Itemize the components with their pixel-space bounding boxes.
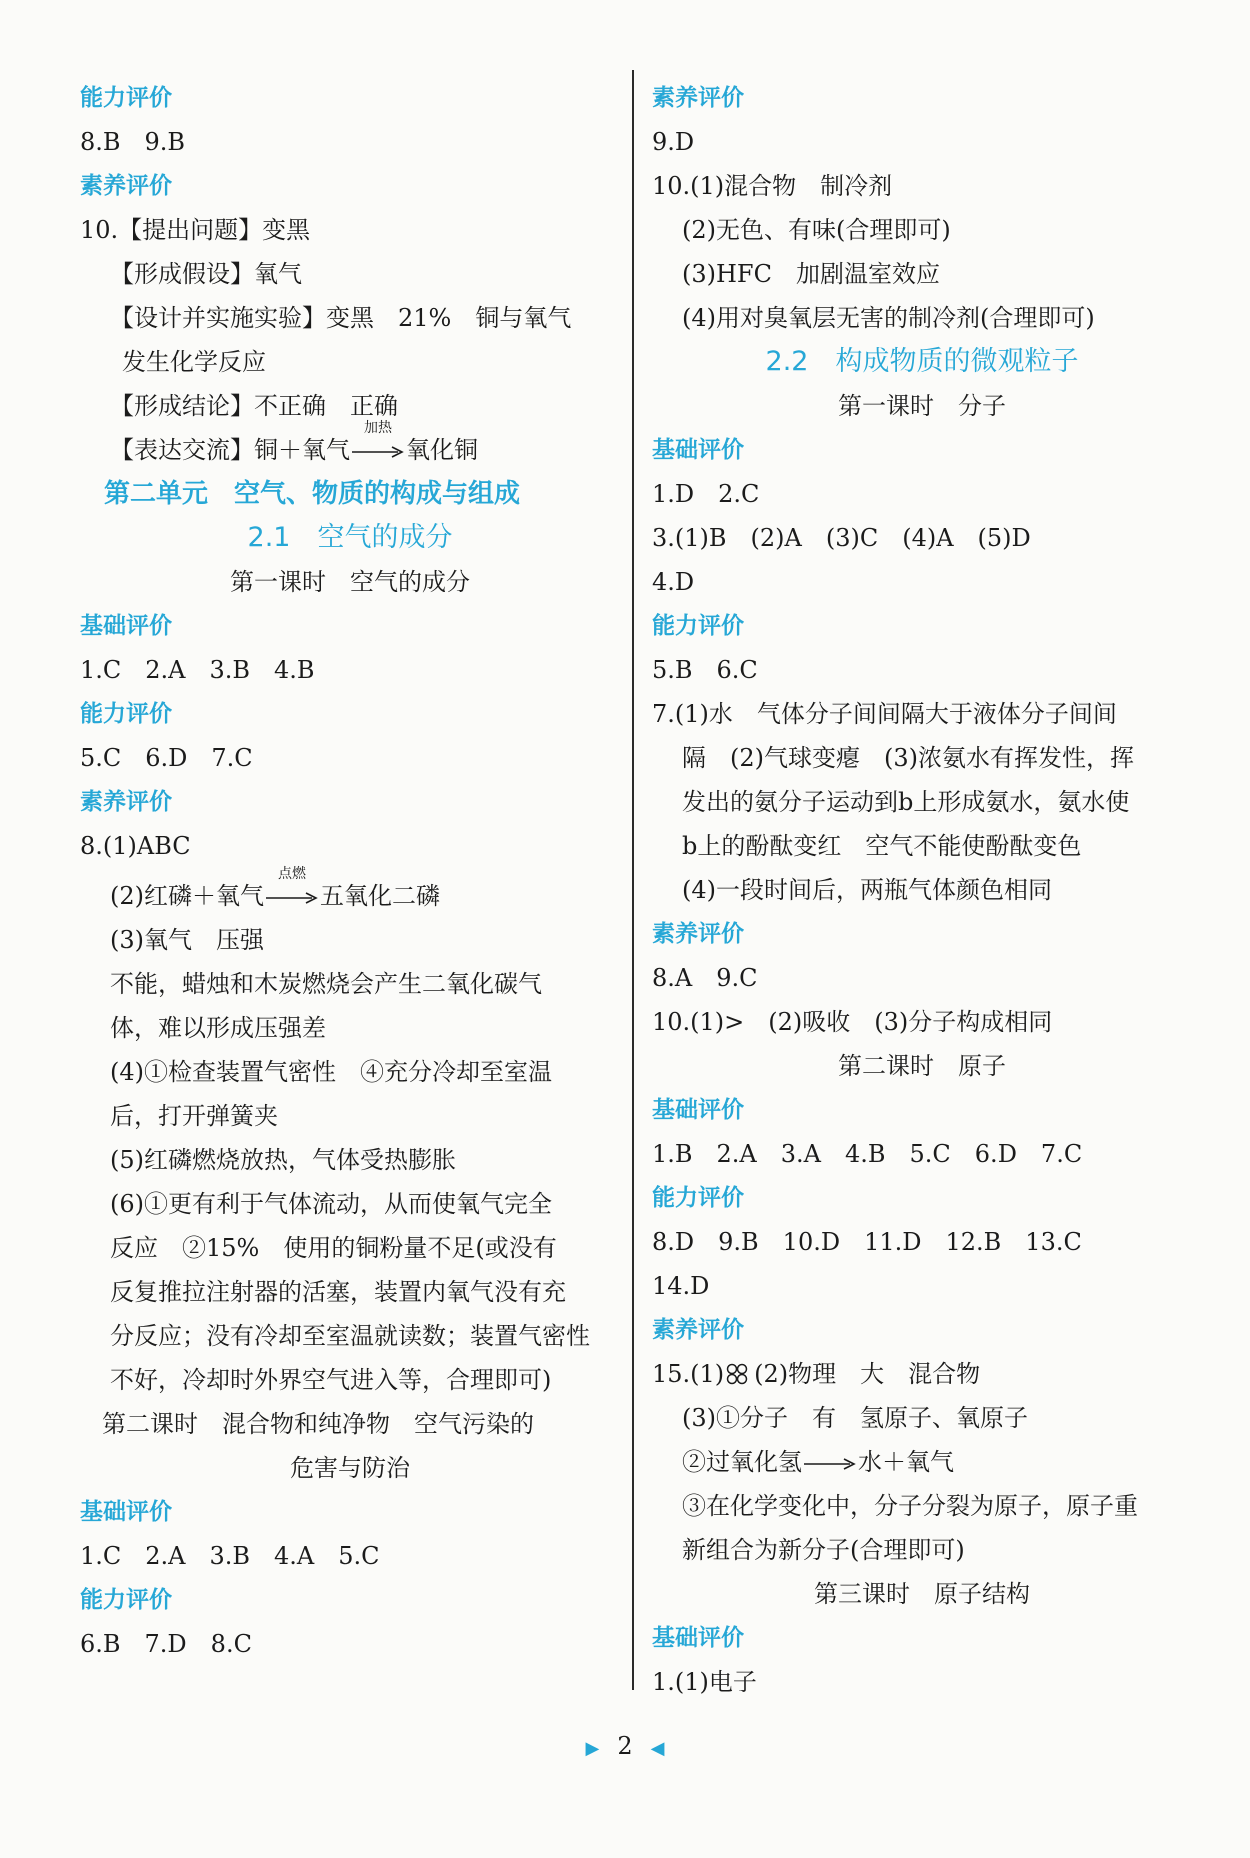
section-heading: 素养评价 <box>652 921 744 947</box>
section-heading: 能力评价 <box>80 701 172 727</box>
answer-line: b上的酚酞变红 空气不能使酚酞变色 <box>682 832 1082 860</box>
section-heading: 素养评价 <box>652 1317 744 1343</box>
answer-line: 5.B 6.C <box>652 656 758 684</box>
section-heading: 能力评价 <box>80 1587 172 1613</box>
reaction-condition: 加热 <box>364 419 392 436</box>
answer-line: 10.【提出问题】变黑 <box>80 216 311 244</box>
lesson-title: 第二课时 混合物和纯净物 空气污染的 <box>102 1410 534 1438</box>
answer-line: 9.D <box>652 128 695 156</box>
column-divider <box>632 70 634 1690</box>
section-heading: 能力评价 <box>652 1185 744 1211</box>
answer-line: 不好，冷却时外界空气进入等，合理即可) <box>110 1366 552 1394</box>
lesson-title: 第一课时 空气的成分 <box>230 568 470 596</box>
equation-product: 氧化铜 <box>406 436 478 464</box>
word-equation <box>80 419 620 472</box>
chapter-title: 2.2 构成物质的微观粒子 <box>765 346 1079 377</box>
equation-product: 五氧化二磷 <box>320 882 440 910</box>
section-heading: 能力评价 <box>80 85 172 111</box>
answer-line: (5)红磷燃烧放热，气体受热膨胀 <box>110 1146 456 1174</box>
answer-line: 8.(1)ABC <box>80 832 191 860</box>
equation-reactants: 【表达交流】铜＋氧气 <box>110 436 350 464</box>
section-heading: 基础评价 <box>652 1625 744 1651</box>
answer-line: 发出的氨分子运动到b上形成氨水，氨水使 <box>682 788 1130 816</box>
answer-line: 不能，蜡烛和木炭燃烧会产生二氧化碳气 <box>110 970 542 998</box>
section-heading: 基础评价 <box>80 613 172 639</box>
answer-line: (4)用对臭氧层无害的制冷剂(合理即可) <box>682 304 1095 332</box>
section-heading: 基础评价 <box>80 1499 172 1525</box>
answer-line: 【形成假设】氧气 <box>110 260 302 288</box>
answer-line: 5.C 6.D 7.C <box>80 744 253 772</box>
lesson-title-cont: 危害与防治 <box>290 1454 410 1482</box>
section-heading: 素养评价 <box>80 789 172 815</box>
chapter-title: 2.1 空气的成分 <box>247 522 453 553</box>
right-column <box>652 76 1192 1704</box>
triangle-left-icon: ◀ <box>650 1738 665 1759</box>
reaction-arrow <box>804 1454 856 1474</box>
answer-line: 1.(1)电子 <box>652 1668 757 1696</box>
section-heading: 能力评价 <box>652 613 744 639</box>
answer-line: 7.(1)水 气体分子间间隔大于液体分子间间 <box>652 700 1117 728</box>
answer-line: (4)一段时间后，两瓶气体颜色相同 <box>682 876 1052 904</box>
answer-line: (3)①分子 有 氢原子、氧原子 <box>682 1404 1028 1432</box>
answer-line: 【形成结论】不正确 正确 <box>110 392 398 420</box>
equation-product: 水＋氧气 <box>858 1448 954 1476</box>
answer-line: 8.A 9.C <box>652 964 758 992</box>
answer-line: 新组合为新分子(合理即可) <box>682 1536 965 1564</box>
answer-line: 1.C 2.A 3.B 4.B <box>80 656 315 684</box>
answer-line: 1.C 2.A 3.B 4.A 5.C <box>80 1542 380 1570</box>
equation-reactants: (2)红磷＋氧气 <box>110 882 264 910</box>
question-number: 15.(1) <box>652 1360 725 1388</box>
lesson-title: 第二课时 原子 <box>838 1052 1006 1080</box>
answer-line: 发生化学反应 <box>122 348 266 376</box>
unit-title: 第二单元 空气、物质的构成与组成 <box>104 479 521 509</box>
answer-line: 反应 ②15% 使用的铜粉量不足(或没有 <box>110 1234 557 1262</box>
reaction-arrow <box>352 419 404 462</box>
answer-line: 6.B 7.D 8.C <box>80 1630 252 1658</box>
answer-line: 1.B 2.A 3.A 4.B 5.C 6.D 7.C <box>652 1140 1083 1168</box>
answer-line: (3)氧气 压强 <box>110 926 264 954</box>
lesson-title: 第一课时 分子 <box>838 392 1006 420</box>
answer-text: (2)物理 大 混合物 <box>754 1360 981 1388</box>
section-heading: 基础评价 <box>652 437 744 463</box>
answer-line: 反复推拉注射器的活塞，装置内氧气没有充 <box>110 1278 566 1306</box>
triangle-right-icon: ▶ <box>585 1738 600 1759</box>
answer-line: 体，难以形成压强差 <box>110 1014 326 1042</box>
equation-reactants: ②过氧化氢 <box>682 1448 802 1476</box>
section-heading: 基础评价 <box>652 1097 744 1123</box>
word-equation <box>652 1440 1192 1484</box>
page-number-text: 2 <box>617 1732 633 1760</box>
answer-line: 10.(1)> (2)吸收 (3)分子构成相同 <box>652 1008 1053 1036</box>
answer-line: ③在化学变化中，分子分裂为原子，原子重 <box>682 1492 1138 1520</box>
answer-line: (4)①检查装置气密性 ④充分冷却至室温 <box>110 1058 552 1086</box>
lesson-title: 第三课时 原子结构 <box>814 1580 1030 1608</box>
reaction-arrow <box>266 865 318 908</box>
answer-line: (2)无色、有味(合理即可) <box>682 216 951 244</box>
answer-line: 后，打开弹簧夹 <box>110 1102 278 1130</box>
answer-line: (6)①更有利于气体流动，从而使氧气完全 <box>110 1190 552 1218</box>
answer-line: 10.(1)混合物 制冷剂 <box>652 172 893 200</box>
page-number <box>0 1732 1250 1760</box>
answer-line: 隔 (2)气球变瘪 (3)浓氨水有挥发性，挥 <box>682 744 1134 772</box>
answer-line <box>652 1352 1192 1396</box>
answer-line: 1.D 2.C <box>652 480 760 508</box>
section-heading: 素养评价 <box>652 85 744 111</box>
answer-line: 【设计并实施实验】变黑 21% 铜与氧气 <box>110 304 572 332</box>
left-column <box>80 76 620 1666</box>
answer-line: 8.B 9.B <box>80 128 186 156</box>
reaction-condition: 点燃 <box>278 865 306 882</box>
section-heading: 素养评价 <box>80 173 172 199</box>
answer-line: 4.D <box>652 568 695 596</box>
answer-line: 3.(1)B (2)A (3)C (4)A (5)D <box>652 524 1031 552</box>
answer-line: (3)HFC 加剧温室效应 <box>682 260 940 288</box>
molecule-model-icon <box>726 1363 748 1385</box>
word-equation <box>80 865 620 918</box>
answer-line: 分反应；没有冷却至室温就读数；装置气密性 <box>110 1322 590 1350</box>
answer-line: 14.D <box>652 1272 710 1300</box>
answer-line: 8.D 9.B 10.D 11.D 12.B 13.C <box>652 1228 1082 1256</box>
